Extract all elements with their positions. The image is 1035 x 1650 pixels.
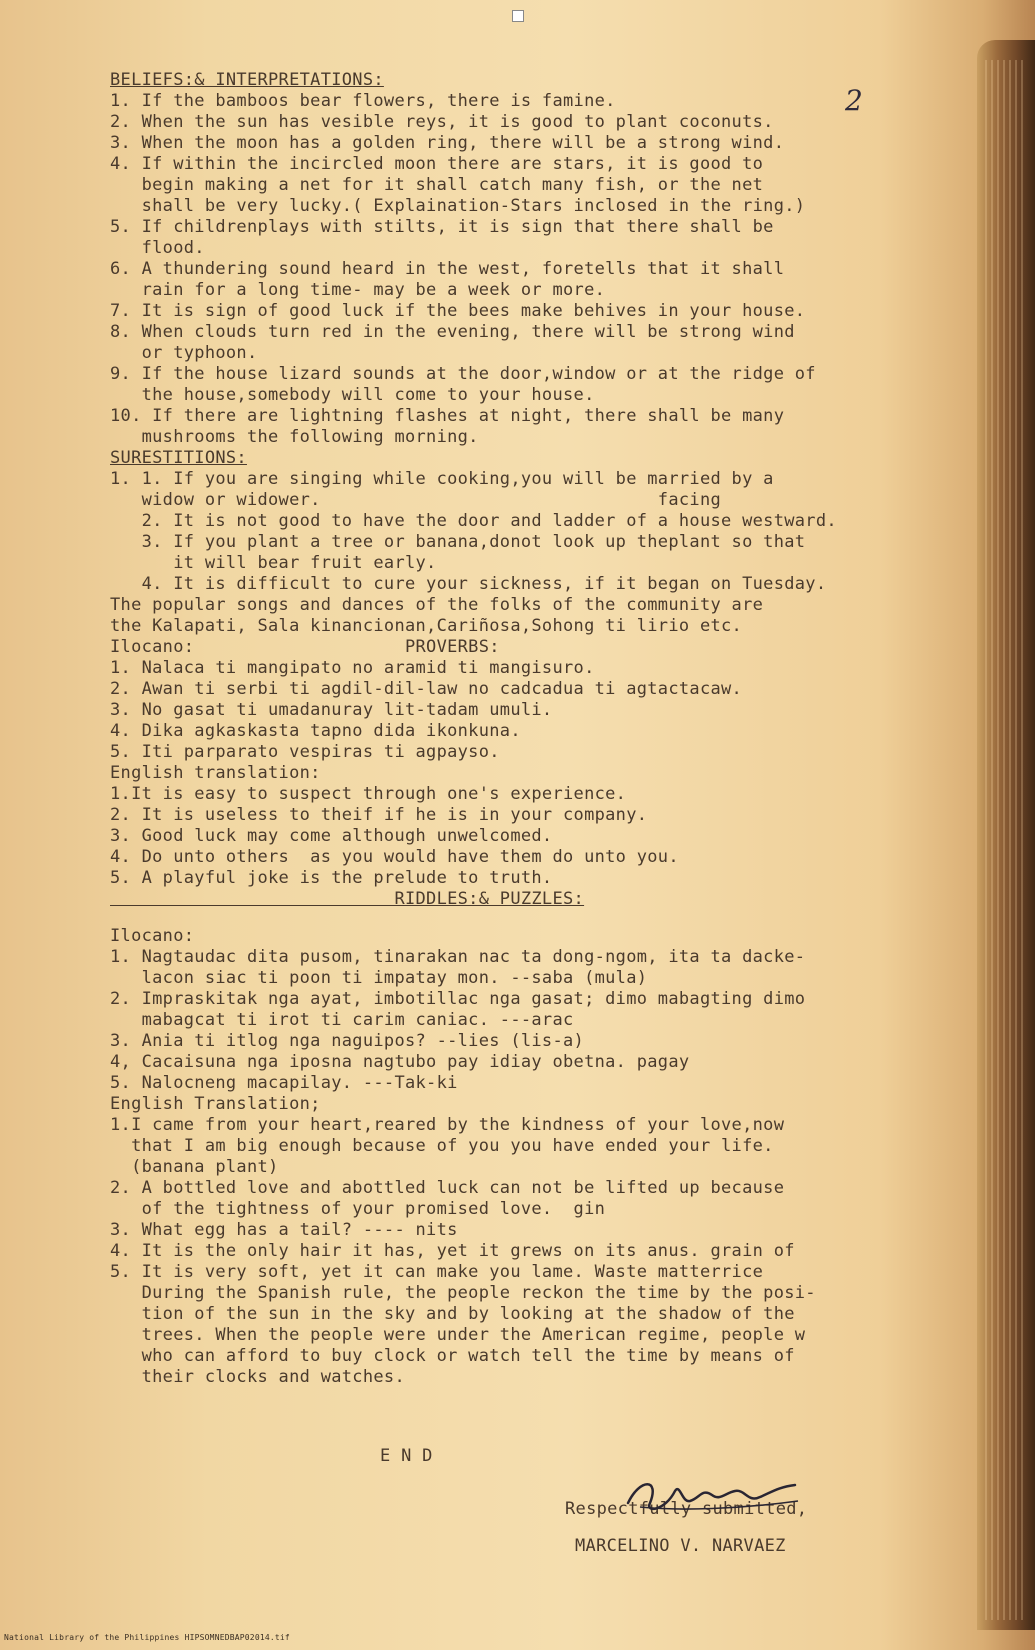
text-line: English Translation;: [110, 1094, 321, 1114]
text-line: 2. Impraskitak nga ayat, imbotillac nga gasat; dimo mabagting dimo: [110, 989, 806, 1009]
text-line: 6. A thundering sound heard in the west, foretells that it shall: [110, 259, 785, 279]
heading-riddles: RIDDLES:& PUZZLES:: [110, 889, 585, 909]
text-line: it will bear fruit early.: [110, 553, 437, 573]
text-line: 5. If childrenplays with stilts, it is sign that there shall be: [110, 217, 774, 237]
text-line: rain for a long time- may be a week or more.: [110, 280, 606, 300]
text-line: (banana plant): [110, 1157, 279, 1177]
end-marker: E N D: [380, 1446, 433, 1466]
text-line: 1. Nagtaudac dita pusom, tinarakan nac ta dong-ngom, ita ta dacke-: [110, 947, 806, 967]
text-line: the Kalapati, Sala kinancionan,Cariñosa,Sohong ti lirio etc.: [110, 616, 743, 636]
text-line: 1. If the bamboos bear flowers, there is famine.: [110, 91, 616, 111]
text-line: lacon siac ti poon ti impatay mon. --saba (mula): [110, 968, 648, 988]
text-line: tion of the sun in the sky and by looking at the shadow of the: [110, 1304, 795, 1324]
text-line: During the Spanish rule, the people reckon the time by the posi-: [110, 1283, 816, 1303]
text-line: 2. It is not good to have the door and ladder of a house westward.: [110, 511, 837, 531]
text-line: 5. Nalocneng macapilay. ---Tak-ki: [110, 1073, 458, 1093]
text-line: the house,somebody will come to your house.: [110, 385, 595, 405]
text-line: their clocks and watches.: [110, 1367, 405, 1387]
text-line: trees. When the people were under the American regime, people w: [110, 1325, 806, 1345]
text-line: 1. Nalaca ti mangipato no aramid ti mangisuro.: [110, 658, 595, 678]
text-line: 5. It is very soft, yet it can make you lame. Waste matterrice: [110, 1262, 764, 1282]
text-line: 3. What egg has a tail? ---- nits: [110, 1220, 458, 1240]
handwritten-signature: [620, 1473, 810, 1519]
text-line: 4. Do unto others as you would have them do unto you.: [110, 847, 679, 867]
text-line: 1.I came from your heart,reared by the kindness of your love,now: [110, 1115, 785, 1135]
text-line: mushrooms the following morning.: [110, 427, 479, 447]
heading-superstitions: SURESTITIONS:: [110, 448, 247, 468]
typed-text-body: [110, 70, 930, 1557]
text-line: begin making a net for it shall catch many fish, or the net: [110, 175, 764, 195]
text-line: flood.: [110, 238, 205, 258]
text-line: 4, Cacaisuna nga iposna nagtubo pay idiay obetna. pagay: [110, 1052, 690, 1072]
text-line: [110, 1409, 930, 1430]
closing-line: Respectfully submitted,: [565, 1499, 808, 1519]
heading-beliefs: BELIEFS:& INTERPRETATIONS:: [110, 70, 384, 90]
scan-marker: [512, 10, 524, 22]
text-line: 4. If within the incircled moon there are stars, it is good to: [110, 154, 764, 174]
text-line: 5. A playful joke is the prelude to truth.: [110, 868, 553, 888]
text-line: shall be very lucky.( Explaination-Stars inclosed in the ring.): [110, 196, 806, 216]
text-line: 2. Awan ti serbi ti agdil-dil-law no cadcadua ti agtactacaw.: [110, 679, 743, 699]
text-line: of the tightness of your promised love. gin: [110, 1199, 606, 1219]
text-line: 10. If there are lightning flashes at night, there shall be many: [110, 406, 785, 426]
text-line: 8. When clouds turn red in the evening, there will be strong wind: [110, 322, 795, 342]
text-line: 2. It is useless to theif if he is in your company.: [110, 805, 648, 825]
text-line: mabagcat ti irot ti carim caniac. ---arac: [110, 1010, 574, 1030]
page-number: 2: [845, 84, 863, 117]
book-page-stack: [985, 60, 1025, 1620]
text-line: Ilocano:: [110, 926, 195, 946]
text-line: 3. Ania ti itlog nga naguipos? --lies (lis-a): [110, 1031, 585, 1051]
text-line: that I am big enough because of you you have ended your life.: [110, 1136, 774, 1156]
text-line: 1.It is easy to suspect through one's experience.: [110, 784, 627, 804]
text-line: 5. Iti parparato vespiras ti agpayso.: [110, 742, 500, 762]
text-line: [110, 1388, 930, 1409]
text-line: or typhoon.: [110, 343, 258, 363]
text-line: 9. If the house lizard sounds at the door,window or at the ridge of: [110, 364, 816, 384]
text-line: The popular songs and dances of the folks of the community are: [110, 595, 764, 615]
text-line: 4. It is difficult to cure your sickness, if it began on Tuesday.: [110, 574, 827, 594]
text-line: 1. 1. If you are singing while cooking,you will be married by a: [110, 469, 774, 489]
text-line: 3. If you plant a tree or banana,donot look up theplant so that: [110, 532, 806, 552]
scan-footer: National Library of the Philippines HIPSOMNEDBAP02014.tif: [4, 1633, 290, 1642]
text-line: widow or widower. facing: [110, 490, 722, 510]
heading-proverbs: Ilocano: PROVERBS:: [110, 637, 500, 657]
text-line: who can afford to buy clock or watch tell the time by means of: [110, 1346, 795, 1366]
text-line: 4. It is the only hair it has, yet it grews on its anus. grain of: [110, 1241, 795, 1261]
text-line: 2. When the sun has vesible reys, it is good to plant coconuts.: [110, 112, 774, 132]
text-line: 4. Dika agkaskasta tapno dida ikonkuna.: [110, 721, 521, 741]
text-line: 3. Good luck may come although unwelcomed.: [110, 826, 553, 846]
text-line: 3. When the moon has a golden ring, there will be a strong wind.: [110, 133, 785, 153]
text-line: 3. No gasat ti umadanuray lit-tadam umuli.: [110, 700, 553, 720]
signer-name: MARCELINO V. NARVAEZ: [575, 1536, 786, 1556]
text-line: English translation:: [110, 763, 321, 783]
text-line: 7. It is sign of good luck if the bees make behives in your house.: [110, 301, 806, 321]
text-line: 2. A bottled love and abottled luck can not be lifted up because: [110, 1178, 785, 1198]
